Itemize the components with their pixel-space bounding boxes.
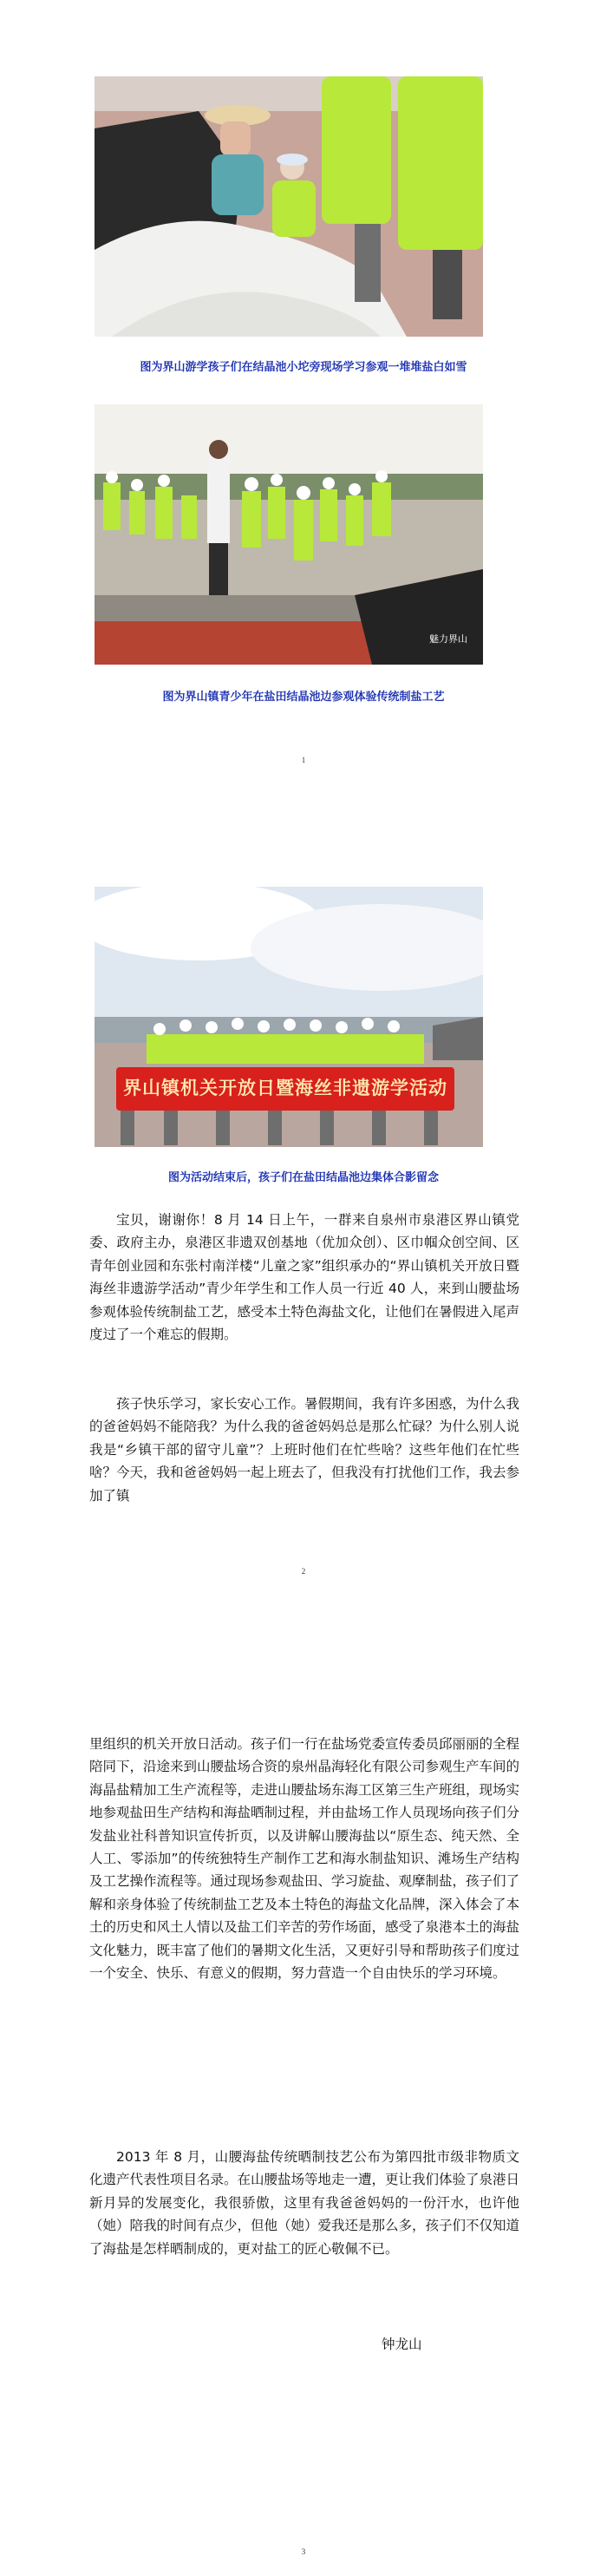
page-number-1: 1 [301, 756, 306, 764]
body-paragraph-4: 2013 年 8 月，山腰海盐传统晒制技艺公布为第四批市级非物质文化遗产代表性项目名录。在山腰盐场等地走一遭，更让我们体验了泉港日新月异的发展变化，我很骄傲，这里有我爸爸妈妈的一份汗水，也许他（她）陪我的时间有点少，但他（她）爱我还是那么多，孩子们不仅知道了海盐是怎样晒制成的，更对盐工的匠心敬佩不已。 [89, 2149, 520, 2257]
banner-text: 界山镇机关开放日暨海丝非遗游学活动 [123, 1078, 447, 1098]
caption-photo-2: 图为界山镇青少年在盐田结晶池边参观体验传统制盐工艺 [162, 691, 445, 704]
body-paragraph-2: 孩子快乐学习，家长安心工作。暑假期间，我有许多困惑，为什么我的爸爸妈妈不能陪我？为什么我的爸爸妈妈总是那么忙碌？为什么别人说我是“乡镇干部的留守儿童”？上班时他们在忙些啥？这些年他们在忙些啥？今天，我和爸爸妈妈一起上班去了，但我没有打扰他们工作，我去参加了镇 [89, 1396, 520, 1504]
photo-salt-field-visit [95, 404, 483, 665]
caption-photo-3: 图为活动结束后，孩子们在盐田结晶池边集体合影留念 [167, 1171, 439, 1184]
photo-group [95, 887, 483, 1147]
author-signature: 钟龙山 [382, 2337, 422, 2352]
photo-salt-pile [95, 76, 483, 337]
body-paragraph-3: 里组织的机关开放日活动。孩子们一行在盐场党委宣传委员邱丽丽的全程陪同下，沿途来到山腰盐场合资的泉州晶海轻化有限公司参观生产车间的海晶盐精加工生产流程等，走进山腰盐场东海工区第三生产班组，现场实地参观盐田生产结构和海盐晒制过程，并由盐场工作人员现场向孩子们分发盐业社科普知识宣传折页，以及讲解山腰海盐以“原生态、纯天然、全人工、零添加”的传统独特生产制作工艺和海水制盐知识、滩场生产结构及工艺操作流程等。通过现场参观盐田、学习旋盐、观摩制盐，孩子们了解和亲身体验了传统制盐工艺及本土特色的海盐文化品牌，深入体会了本土的历史和风土人情以及盐工们辛苦的劳作场面，感受了泉港本土的海盐文化魅力，既丰富了他们的暑期文化生活，又更好引导和帮助孩子们度过一个安全、快乐、有意义的假期，努力营造一个自由快乐的学习环境。 [89, 1736, 520, 1982]
page-number-3: 3 [301, 2547, 306, 2556]
body-paragraph-1: 宝贝，谢谢你！8 月 14 日上午，一群来自泉州市泉港区界山镇党委、政府主办，泉港区非遗双创基地（优加众创）、区巾帼众创空间、区青年创业园和东张村南洋楼“儿童之家”组织承办的“界山镇机关开放日暨海丝非遗游学活动”青少年学生和工作人员一行近 40 人，来到山腰盐场参观体验传统制盐工艺，感受本土特色海盐文化，让他们在暑假进入尾声度过了一个难忘的假期。 [89, 1212, 520, 1343]
page-number-2: 2 [301, 1567, 306, 1576]
watermark-label: 魅力界山 [429, 633, 467, 645]
caption-photo-1: 图为界山游学孩子们在结晶池小坨旁现场学习参观一堆堆盐白如雪 [140, 361, 467, 374]
